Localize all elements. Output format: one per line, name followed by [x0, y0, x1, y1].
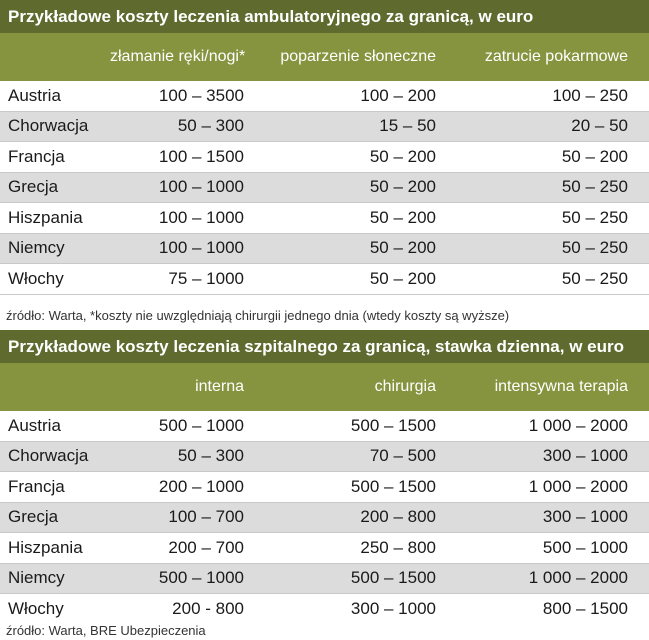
value-cell: 200 – 800 [360, 507, 436, 527]
source-note: źródło: Warta, BRE Ubezpieczenia [6, 623, 206, 638]
value-cell: 1 000 – 2000 [528, 568, 628, 588]
table-row [0, 81, 649, 112]
header-food-poisoning: zatrucie pokarmowe [484, 48, 628, 65]
value-cell: 300 – 1000 [350, 599, 436, 619]
value-cell: 50 – 200 [561, 146, 628, 166]
table-row [0, 112, 649, 143]
table-row [0, 264, 649, 295]
value-cell: 500 – 1500 [350, 568, 436, 588]
table-header-row [0, 363, 649, 411]
value-cell: 500 – 1500 [350, 415, 436, 435]
value-cell: 100 – 200 [360, 85, 436, 105]
country-cell: Niemcy [8, 568, 65, 588]
value-cell: 100 – 700 [168, 507, 244, 527]
value-cell: 50 – 250 [561, 238, 628, 258]
table-row [0, 234, 649, 265]
table-row [0, 442, 649, 473]
country-cell: Grecja [8, 507, 59, 527]
value-cell: 200 – 1000 [158, 476, 244, 496]
value-cell: 300 – 1000 [542, 507, 628, 527]
country-cell: Hiszpania [8, 207, 83, 227]
value-cell: 50 – 300 [177, 116, 244, 136]
value-cell: 300 – 1000 [542, 446, 628, 466]
value-cell: 20 – 50 [571, 116, 628, 136]
header-internal-medicine: interna [195, 378, 244, 395]
table-row [0, 472, 649, 503]
value-cell: 50 – 250 [561, 207, 628, 227]
table-row [0, 533, 649, 564]
table-title: Przykładowe koszty leczenia szpitalnego za granicą, stawka dzienna, w euro [0, 330, 649, 363]
country-cell: Francja [8, 476, 65, 496]
value-cell: 50 – 250 [561, 268, 628, 288]
value-cell: 50 – 200 [369, 238, 436, 258]
value-cell: 70 – 500 [369, 446, 436, 466]
value-cell: 75 – 1000 [168, 268, 244, 288]
country-cell: Austria [8, 85, 61, 105]
country-cell: Włochy [8, 599, 64, 619]
header-fracture: złamanie ręki/nogi* [110, 48, 246, 65]
value-cell: 100 – 250 [552, 85, 628, 105]
value-cell: 50 – 300 [177, 446, 244, 466]
country-cell: Francja [8, 146, 65, 166]
value-cell: 1 000 – 2000 [528, 415, 628, 435]
value-cell: 100 – 1500 [158, 146, 244, 166]
ambulatory-costs-table [0, 0, 649, 295]
country-cell: Hiszpania [8, 537, 83, 557]
header-surgery: chirurgia [374, 378, 436, 395]
value-cell: 100 – 1000 [158, 177, 244, 197]
value-cell: 500 – 1500 [350, 476, 436, 496]
value-cell: 100 – 1000 [158, 207, 244, 227]
hospital-costs-table [0, 330, 649, 625]
value-cell: 250 – 800 [360, 537, 436, 557]
country-cell: Grecja [8, 177, 59, 197]
value-cell: 800 – 1500 [542, 599, 628, 619]
country-cell: Niemcy [8, 238, 65, 258]
value-cell: 500 – 1000 [542, 537, 628, 557]
header-sunburn: poparzenie słoneczne [280, 48, 436, 65]
value-cell: 500 – 1000 [158, 568, 244, 588]
value-cell: 100 – 1000 [158, 238, 244, 258]
table-row [0, 142, 649, 173]
value-cell: 15 – 50 [379, 116, 436, 136]
value-cell: 50 – 200 [369, 268, 436, 288]
value-cell: 100 – 3500 [158, 85, 244, 105]
table-row [0, 503, 649, 534]
table-row [0, 564, 649, 595]
value-cell: 200 - 800 [172, 599, 244, 619]
header-intensive-care: intensywna terapia [494, 378, 628, 395]
table-row [0, 411, 649, 442]
value-cell: 1 000 – 2000 [528, 476, 628, 496]
value-cell: 50 – 200 [369, 207, 436, 227]
value-cell: 50 – 200 [369, 146, 436, 166]
country-cell: Austria [8, 415, 61, 435]
value-cell: 200 – 700 [168, 537, 244, 557]
country-cell: Chorwacja [8, 116, 89, 136]
table-row [0, 594, 649, 625]
value-cell: 50 – 250 [561, 177, 628, 197]
table-title: Przykładowe koszty leczenia ambulatoryjnego za granicą, w euro [0, 0, 649, 33]
value-cell: 500 – 1000 [158, 415, 244, 435]
country-cell: Chorwacja [8, 446, 89, 466]
country-cell: Włochy [8, 268, 64, 288]
table-row [0, 203, 649, 234]
table-row [0, 173, 649, 204]
value-cell: 50 – 200 [369, 177, 436, 197]
table-header-row [0, 33, 649, 81]
source-note: źródło: Warta, *koszty nie uwzględniają chirurgii jednego dnia (wtedy koszty są wyższe) [6, 308, 510, 323]
